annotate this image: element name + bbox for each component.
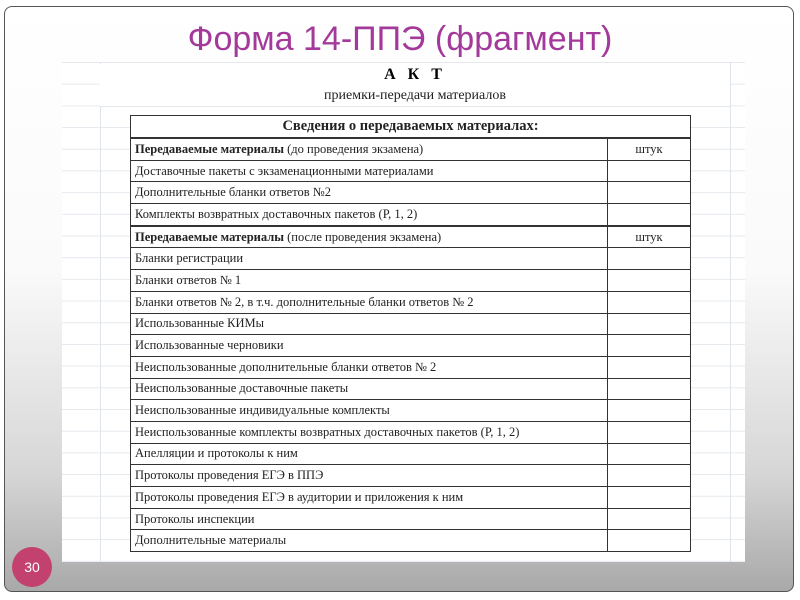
quantity-cell	[608, 465, 691, 487]
label-text: Использованные КИМы	[135, 316, 265, 331]
material-label	[131, 182, 608, 204]
label-text: Комплекты возвратных доставочных пакетов (Р, 1, 2)	[135, 206, 418, 221]
label-text: Использованные черновики	[135, 338, 284, 353]
label-text: Протоколы инспекции	[135, 511, 255, 526]
table-row	[131, 487, 691, 509]
quantity-cell	[608, 508, 691, 530]
form-image	[62, 62, 745, 562]
material-label	[131, 487, 608, 509]
section-title: Сведения о передаваемых материалах:	[131, 116, 691, 139]
table-row	[131, 160, 691, 182]
label-text: Бланки ответов № 2, в т.ч. дополнительные бланки ответов № 2	[135, 294, 474, 309]
material-label	[131, 204, 608, 226]
material-label	[131, 226, 608, 248]
label-text: Бланки ответов № 1	[135, 272, 242, 287]
quantity-cell	[608, 182, 691, 204]
label-text: Неиспользованные доставочные пакеты	[135, 381, 349, 396]
act-heading: А К Т	[100, 64, 730, 87]
act-subheading: приемки-передачи материалов	[100, 86, 730, 107]
material-label	[131, 465, 608, 487]
table-row	[131, 138, 691, 160]
material-label	[131, 443, 608, 465]
label-text: Дополнительные бланки ответов №2	[135, 185, 331, 200]
quantity-cell	[608, 356, 691, 378]
material-label	[131, 400, 608, 422]
grid-line	[730, 62, 731, 562]
materials-table	[130, 115, 691, 552]
material-label	[131, 138, 608, 160]
quantity-cell	[608, 313, 691, 335]
group-label: Передаваемые материалы	[135, 141, 285, 156]
table-row	[131, 400, 691, 422]
quantity-cell: штук	[608, 138, 691, 160]
material-label	[131, 530, 608, 552]
page-number-badge: 30	[12, 547, 52, 587]
label-text: Протоколы проведения ЕГЭ в аудитории и приложения к ним	[135, 489, 464, 504]
quantity-cell	[608, 421, 691, 443]
label-text: Неиспользованные комплекты возвратных доставочных пакетов (Р, 1, 2)	[135, 424, 520, 439]
table-row	[131, 530, 691, 552]
quantity-cell	[608, 400, 691, 422]
table-row	[131, 248, 691, 270]
table-row	[131, 291, 691, 313]
quantity-cell	[608, 160, 691, 182]
table-row	[131, 182, 691, 204]
table-row	[131, 508, 691, 530]
table-row	[131, 313, 691, 335]
material-label	[131, 335, 608, 357]
material-label	[131, 248, 608, 270]
table-row	[131, 465, 691, 487]
quantity-cell	[608, 487, 691, 509]
material-label	[131, 421, 608, 443]
label-text: Протоколы проведения ЕГЭ в ППЭ	[135, 468, 324, 483]
quantity-cell	[608, 335, 691, 357]
label-text: Апелляции и протоколы к ним	[135, 446, 298, 461]
material-label	[131, 508, 608, 530]
quantity-cell	[608, 204, 691, 226]
material-label	[131, 270, 608, 292]
quantity-cell: штук	[608, 226, 691, 248]
material-label	[131, 378, 608, 400]
material-label	[131, 291, 608, 313]
table-row	[131, 226, 691, 248]
quantity-cell	[608, 378, 691, 400]
table-row	[131, 204, 691, 226]
group-label: Передаваемые материалы	[135, 229, 285, 244]
material-label	[131, 160, 608, 182]
table-row	[131, 421, 691, 443]
label-text: Дополнительные материалы	[135, 533, 287, 548]
label-text: Неиспользованные индивидуальные комплекты	[135, 403, 390, 418]
quantity-cell	[608, 443, 691, 465]
table-row	[131, 378, 691, 400]
quantity-cell	[608, 291, 691, 313]
label-text: Неиспользованные дополнительные бланки ответов № 2	[135, 359, 437, 374]
quantity-cell	[608, 248, 691, 270]
table-row	[131, 270, 691, 292]
slide-title: Форма 14-ППЭ (фрагмент)	[187, 20, 613, 58]
label-text: (до проведения экзамена)	[284, 141, 424, 156]
table-row	[131, 443, 691, 465]
table-row	[131, 335, 691, 357]
quantity-cell	[608, 270, 691, 292]
label-text: Бланки регистрации	[135, 251, 244, 266]
material-label	[131, 356, 608, 378]
grid-line	[100, 62, 101, 562]
material-label	[131, 313, 608, 335]
label-text: (после проведения экзамена)	[284, 229, 442, 244]
table-row	[131, 356, 691, 378]
label-text: Доставочные пакеты с экзаменационными материалами	[135, 163, 434, 178]
quantity-cell	[608, 530, 691, 552]
